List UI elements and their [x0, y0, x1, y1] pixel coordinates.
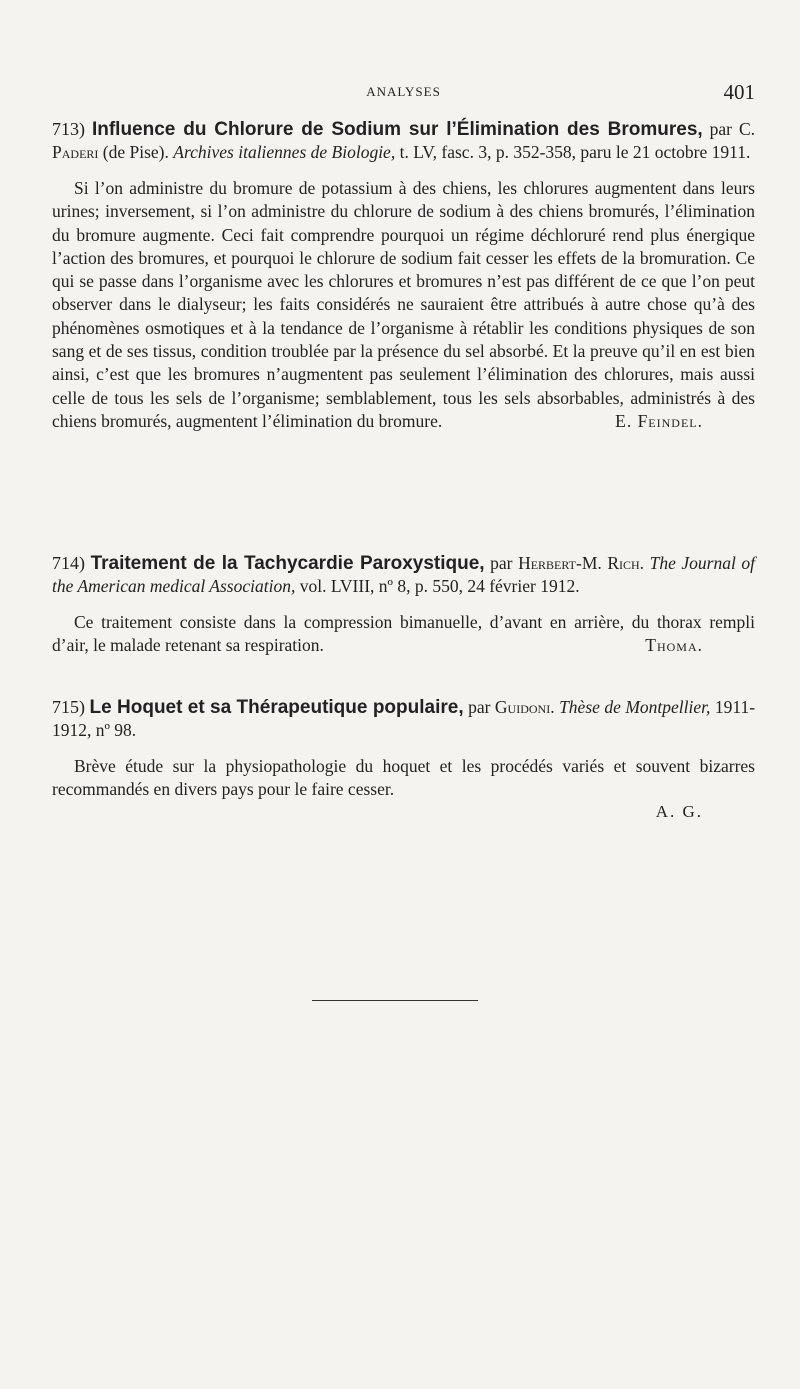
entry-citation: vol. LVIII, nº 8, p. 550, 24 février 1912. — [299, 576, 580, 596]
entry-by: par — [468, 697, 491, 717]
entry-signature: E. Feindel. — [615, 410, 703, 431]
entry-body-text: Brève étude sur la physiopathologie du hoquet et les procédés variés et souvent bizarres recommandés en divers pays pour le faire cesser. — [52, 756, 755, 800]
entry-journal: Archives italiennes de Biologie, — [173, 142, 396, 162]
entry-author: Guidoni. — [494, 697, 555, 717]
entry-citation: 1911-1912, nº 98. — [52, 697, 756, 740]
entry-body — [52, 177, 755, 433]
entry-by: par — [709, 119, 732, 139]
entry-citation: t. LV, fasc. 3, p. 352-358, paru le 21 octobre 1911. — [399, 142, 751, 162]
entry-body-text: Si l’on administre du bromure de potassium à des chiens, les chlorures augmentent dans leurs urines; inversement, si l’on administre du chlorure de sodium à des chiens bromurés, l’élimination du bromure augmente. Ceci fait comprendre pourquoi un régime déchloruré rend plus énergique l’action des bromures, et pourquoi le chlorure de sodium fait cesser les effets de la bromuration. Ce qui se passe dans l’organisme avec les chlorures et bromures n’est pas différent de ce que l’on peut observer dans le dialyseur; les faits considérés ne sauraient être attribués à autre chose qu’à des phénomènes osmotiques et à la tendance de l’organisme à rétablir les conditions physiques de son sang et de ses tissus, condition troublée par la présence du sel absorbé. Et la preuve qu’il en est bien ainsi, c’est que les bromures n’augmentent pas seulement l’élimination des chlorures, mais aussi celle de tous les sels de l’organisme; semblablement, tous les sels absorbables, administrés à des chiens bromurés, augmentent l’élimination du bromure. — [52, 178, 755, 431]
entry-body — [52, 611, 755, 658]
entry-place: (de Pise). — [102, 142, 169, 162]
entry-title: Influence du Chlorure de Sodium sur l’Élimination des Bromures, — [91, 119, 703, 140]
page-number: 401 — [723, 80, 755, 104]
entry-715 — [52, 696, 755, 822]
entry-body-text: Ce traitement consiste dans la compression bimanuelle, d’avant en arrière, du thorax rempli d’air, le malade retenant sa respiration. — [52, 612, 755, 656]
entry-heading — [52, 696, 755, 741]
entry-title: Traitement de la Tachycardie Paroxystique, — [90, 553, 485, 574]
entry-number: 714) — [52, 553, 85, 573]
entry-journal: Thèse de Montpellier, — [559, 697, 711, 717]
entry-journal: The Journal of the American medical Association, — [52, 553, 756, 596]
entry-body — [52, 755, 755, 802]
entry-signature: A. G. — [655, 801, 703, 821]
entry-714 — [52, 552, 755, 658]
running-head: ANALYSES — [366, 84, 441, 99]
page-header — [52, 80, 755, 106]
entry-title: Le Hoquet et sa Thérapeutique populaire, — [89, 697, 464, 718]
entry-number: 715) — [52, 697, 85, 717]
entry-heading — [52, 552, 755, 597]
entry-signature: Thoma. — [645, 635, 703, 656]
entry-author: Herbert-M. Rich. — [518, 553, 645, 573]
entry-713 — [52, 118, 755, 433]
entry-heading — [52, 118, 755, 163]
entry-author: C. Paderi — [52, 119, 756, 162]
entry-by: par — [490, 553, 513, 573]
end-rule — [312, 1000, 478, 1001]
entry-number: 713) — [52, 119, 85, 139]
